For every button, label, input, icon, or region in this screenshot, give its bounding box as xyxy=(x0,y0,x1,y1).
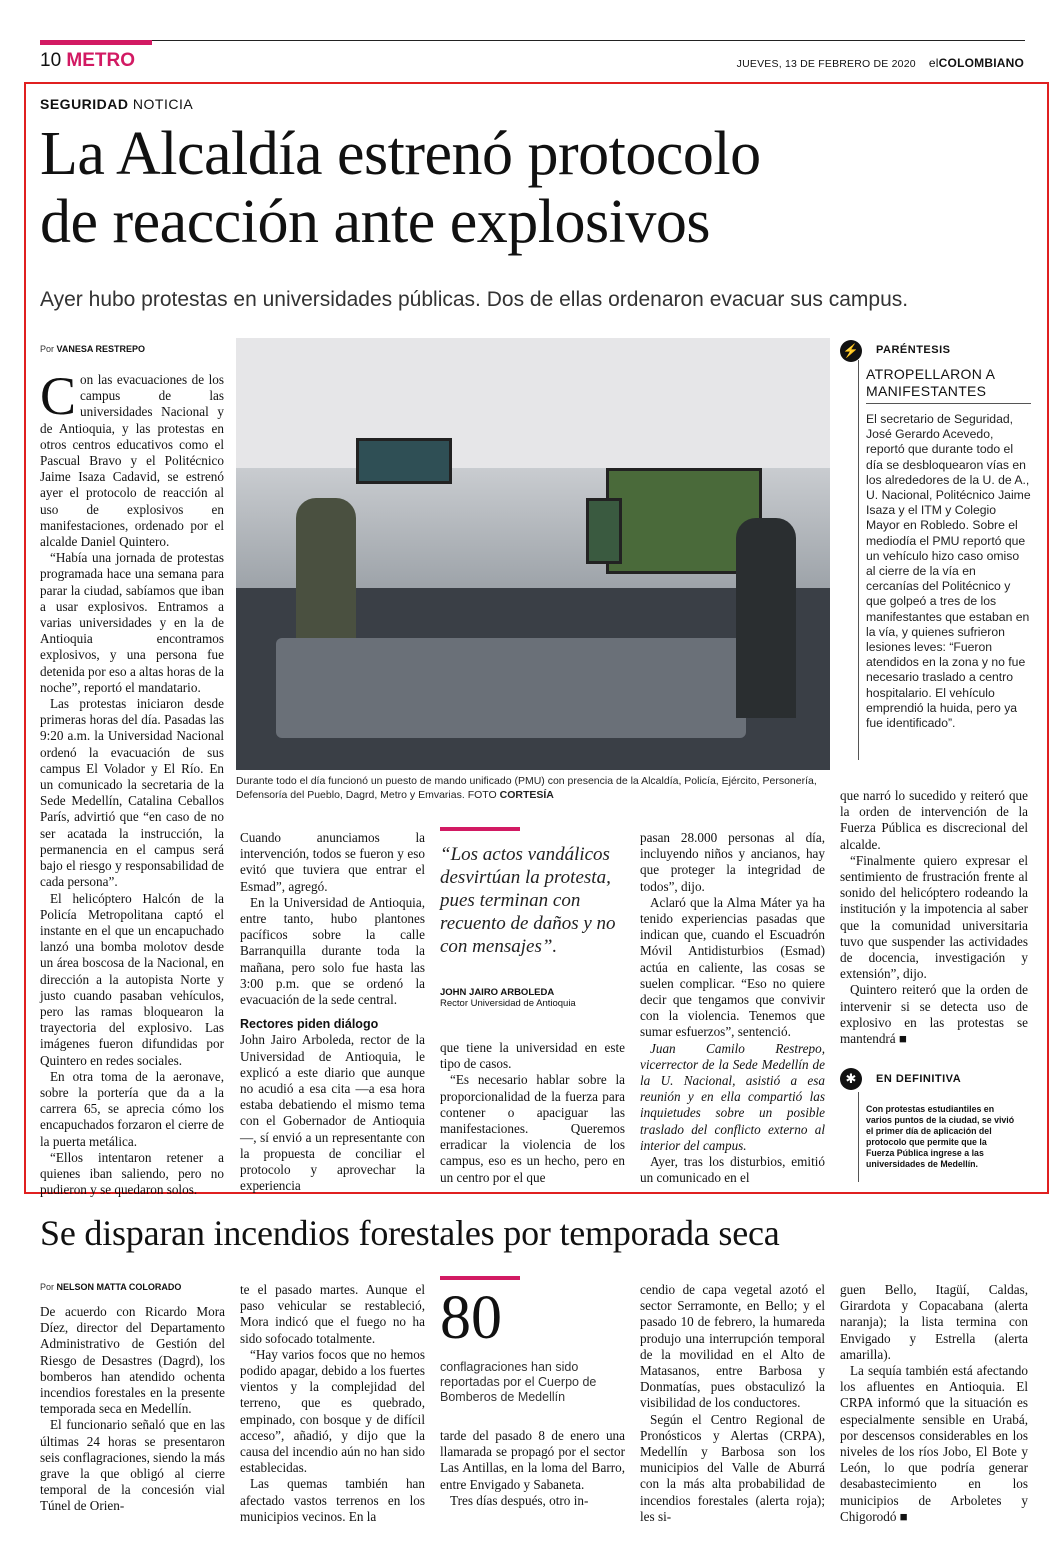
article-column-2: Cuando anunciamos la intervención, todos se fueron y eso evitó que tuviera que entrar el Esmad”, agregó. En la Universidad de Antioquia, entre tanto, hubo plantones pacíficos sobre la calle Barranquilla durante toda la mañana, pero solo fue hasta las 3:00 p.m. que se ordenó la evacuación de la sede central. Rectores piden diálogo John Jairo Arboleda, rector de la Universidad de Antioquia, le explicó a este diario que aunque no acudió a esa cita —a esa hora estaba debatiendo el mismo tema con el Gobernador de Antioquia—, sí envió a un representante con la propuesta de conciliar el protocolo y aprovechar la experiencia xyxy=(240,830,425,1194)
summary-rule xyxy=(858,1092,859,1182)
article-column-1: Con las evacuaciones de los campus de las universidades Nacional y de Antioquia, y las protestas en otros centros educativos como el Pascual Bravo y el Politécnico Jaime Isaza Cadavid, se estrenó ayer el protocolo de reacción al uso de explosivos en manifestaciones, ordenado por el alcalde Daniel Quintero. “Había una jornada de protestas programada hace una semana para parar la ciudad, sabíamos que iban a usar explosivos. Entramos a varias universidades y en la de Antioquia encontramos explosivos, y una persona fue detenida por eso a altas horas de la noche”, reportó el mandatario. Las protestas iniciaron desde primeras horas del día. Pasadas las 9:20 a.m. la Universidad Nacional ordenó la evacuación de sus campus El Volador y El Río. En un comunicado la secretaria de la Sede Medellín, Catalina Ceballos París, advirtió que “en caso de no ser acatada la instrucción, la permanencia en el campus será bajo el riesgo y responsabilidad de cada persona”. El helicóptero Halcón de la Policía Metropolitana captó el instante en el que un encapuchado lanzó una bomba molotov desde un área boscosa de la Nacional, en dirección a la autopista Norte y justo cuando pasaban vehículos, pero las ramas bloquearon la trayectoria del explosivo. Las imágenes fueron difundidas por Quintero en redes sociales. En otra toma de la aeronave, sobre la portería que da a la carrera 65, se apreciа cómo los encapuchados forzaron el cierre de la puerta metálica. “Ellos intentaron retener a quienes iban saliendo, pero no pudieron y se quedaron solos. xyxy=(40,366,224,1198)
main-headline: La Alcaldía estrenó protocolo de reacción ante explosivos xyxy=(40,120,761,256)
article2-column-2: te el pasado martes. Aunque el paso vehicular se restableció, Mora indicó que el fuego no ha sido sofocado totalmente. “Hay varios focos que no hemos podido apagar, debido a los fuertes vientos y la complejidad del terreno, que es quebrado, empinado, con bosque y de difícil acceso”, añadió, y dijo que la causa del incendio aún no han sido establecidas. Las quemas también han afectado vastos terrenos en los municipios vecinos. En la xyxy=(240,1282,425,1524)
sidebar-body: El secretario de Seguridad, José Gerardo Acevedo, reportó que durante todo el día se desbloquearon vías en los alrededores de la U. de A., U. Nacional, Politécnico Jaime Isaza y el ITM y Colegio Mayor en Robledo. Sobre el mediodía el PMU reportó que un vehículo hizo caso omiso al cierre de la vía en cercanías del Politécnico y que golpeó a tres de los manifestantes que estaban en la vía, y quienes sufrieron lesiones leves: “Fueron atendidos en la zona y no fue necesario traslado a centro hospitalario. El vehículo emprendió la huida, pero ya fue identificado”. xyxy=(866,412,1031,731)
issue-date: JUEVES, 13 DE FEBRERO DE 2020 xyxy=(736,58,916,70)
article-column-3: que tiene la universidad en este tipo de casos. “Es necesario hablar sobre la proporcionalidad de la fuerza para contener o apaciguar las manifestaciones. Queremos erradicar la violencia de los campus, eso es un hecho, pero en un centro por el que xyxy=(440,1040,625,1185)
quote-attribution: JOHN JAIRO ARBOLEDA Rector Universidad de Antioquia xyxy=(440,987,576,1009)
quote-accent-bar xyxy=(440,827,520,831)
photo-caption: Durante todo el día funcionó un puesto de mando unificado (PMU) con presencia de la Alcaldía, Policía, Ejército, Personería, Defensoría del Pueblo, Dagrd, Metro y Emvarias. FOTO CORTESÍA xyxy=(236,775,817,801)
end-mark: ■ xyxy=(898,1031,907,1047)
secondary-headline: Se disparan incendios forestales por temporada seca xyxy=(40,1213,780,1253)
page-number: 10 xyxy=(40,50,62,71)
sidebar-heading-rule xyxy=(866,403,1031,404)
drop-cap: C xyxy=(40,366,77,426)
article2-column-5: guen Bello, Itagüí, Caldas, Girardota y Copacabana (alerta naranja); la lista termina con Envigado y Estrella (alerta amarilla). La sequía también está afectando los afluentes en Antioquia. El CRPA informó que la situación es especialmente sensible en Urabá, por descensos considerables en los niveles de los ríos Jobo, El Bote y León, lo que podría generar desabastecimiento en los municipios de Arboletes y Chigorodó ■ xyxy=(840,1282,1028,1524)
pull-quote: “Los actos vandálicos desvirtúan la protesta, pues terminan con recuento de daños y no con mensajes”. xyxy=(440,844,616,957)
article-deck: Ayer hubo protestas en universidades públicas. Dos de ellas ordenaron evacuar sus campus. xyxy=(40,288,909,311)
page-header xyxy=(40,50,135,72)
newspaper-logo: elCOLOMBIANO xyxy=(928,56,1024,70)
article2-column-1: De acuerdo con Ricardo Mora Díez, director del Departamento Administrativo de Gestión del Riesgo de Desastres (Dagrd), los bomberos han atendido ochenta incendios forestales en la presente temporada seca en Medellín. El funcionario señaló que en las últimas 24 horas se presentaron seis conflagraciones, siendo la más grave la que obligó al cierre temporal de la concesión vial Túnel de Orien- xyxy=(40,1304,225,1514)
byline-2: Por NELSON MATTA COLORADO xyxy=(40,1282,182,1292)
top-rule xyxy=(40,40,1025,41)
stat-number: 80 xyxy=(440,1284,502,1352)
article-column-5: que narró lo sucedido y reiteró que la orden de intervención de la Fuerza Pública es discrecional del alcalde. “Finalmente quiero expresar el sentimiento de frustración frente al sonido del helicóptero rodeando la institución y la impotencia al saber que la comunidad universitaria tuvo que suspender las actividades de docencia, investigación y extensión”, dijo. Quintero reiteró que la orden de intervenir si se detecta uso de explosivo en las protestas se mantendrá ■ xyxy=(840,788,1028,1047)
section-name: METRO xyxy=(66,50,136,71)
stat-accent-bar xyxy=(440,1276,520,1280)
lightning-icon: ⚡ xyxy=(840,340,862,362)
sidebar-heading: ATROPELLARON A MANIFESTANTES xyxy=(866,366,995,399)
section-accent-bar xyxy=(40,40,152,45)
sidebar-label: PARÉNTESIS xyxy=(876,344,951,356)
kicker: SEGURIDAD NOTICIA xyxy=(40,96,194,112)
stat-caption: conflagraciones han sido reportadas por el Cuerpo de Bomberos de Medellín xyxy=(440,1360,597,1404)
article2-column-4: cendio de capa vegetal azotó el sector Serramonte, en Bello; y el pasado 10 de febrero, la humareda produjo una interrupción temporal de la movilidad en el Alto de Matasanos, entre Barbosa y Donmatías, pues obstaculizó la visibilidad de los conductores. Según el Centro Regional de Pronósticos y Alertas (CRPA), Medellín y Barbosa son los municipios del Valle de Aburrá con la más alta probabilidad de incendios forestales (alerta roja); les si- xyxy=(640,1282,825,1524)
sidebar-rule xyxy=(858,360,859,760)
summary-label: EN DEFINITIVA xyxy=(876,1073,962,1085)
byline: Por VANESA RESTREPO xyxy=(40,344,146,354)
subhead: Rectores piden diálogo xyxy=(240,1017,379,1032)
news-photo-control-room xyxy=(236,338,830,770)
summary-body: Con protestas estudiantiles en varios puntos de la ciudad, se vivió el primer día de aplicación del protocolo que permite que la Fuerza Pública ingrese a las universidades de Medellín. xyxy=(866,1104,1015,1169)
dateline xyxy=(737,56,1024,70)
puzzle-icon: ✱ xyxy=(840,1068,862,1090)
article-column-4: pasan 28.000 personas al día, incluyendo niños y ancianos, hay que proteger la integridad de todos”, dijo. Aclaró que la Alma Máter ya ha tenido experiencias pasadas que indican que, cuando el Escuadrón Móvil Antidisturbios (Esmad) actúa en caliente, las cosas se suelen complicar. “Eso no quiere decir que tengamos que convivir con la violencia. Tenemos que sumar esfuerzos”, sentenció. Juan Camilo Restrepo, vicerrector de la Sede Medellín de la U. Nacional, asistió a esa reunión y en ella compartió las inquietudes sobre un posible traslado del conflicto externo al interior del campus. Ayer, tras los disturbios, emitió un comunicado en el xyxy=(640,830,825,1186)
end-mark-2: ■ xyxy=(899,1508,908,1524)
article2-column-3: tarde del pasado 8 de enero una llamarada se propagó por el sector Las Antillas, en la loma del Barro, entre Envigado y Sabaneta. Tres días después, otro in- xyxy=(440,1428,625,1508)
